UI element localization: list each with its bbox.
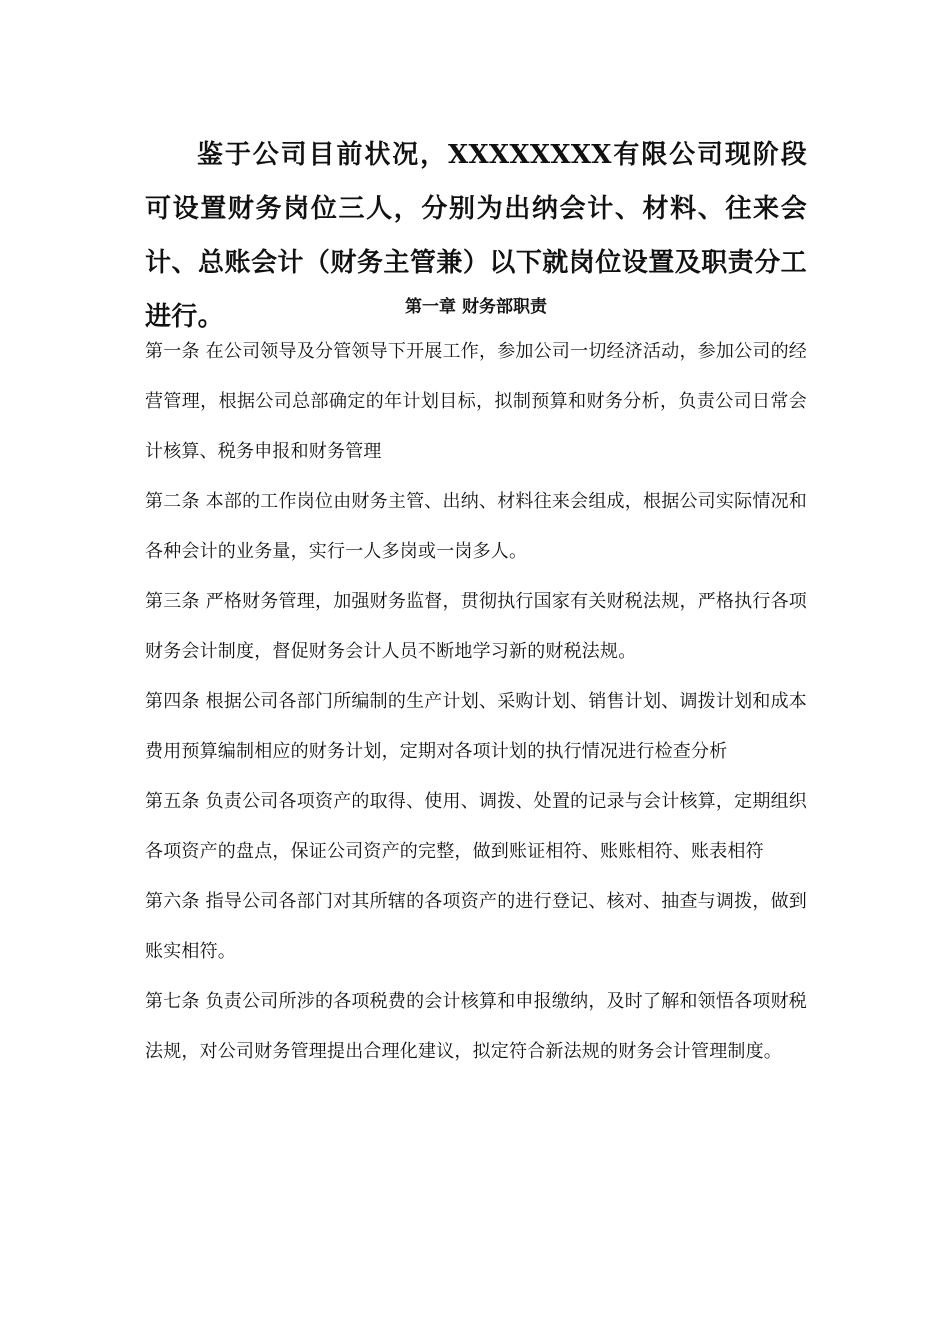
- article-6: 第六条 指导公司各部门对其所辖的各项资产的进行登记、核对、抽查与调拨，做到账实相符。: [145, 891, 807, 962]
- article-5: 第五条 负责公司各项资产的取得、使用、调拨、处置的记录与会计核算，定期组织各项资产的盘点，保证公司资产的完整，做到账证相符、账账相符、账表相符: [145, 791, 807, 862]
- article-list: [145, 327, 807, 1077]
- article-4: 第四条 根据公司各部门所编制的生产计划、采购计划、销售计划、调拨计划和成本费用预算编制相应的财务计划，定期对各项计划的执行情况进行检查分析: [145, 691, 807, 762]
- chapter-title: 第一章 财务部职责: [405, 297, 547, 317]
- article-7: 第七条 负责公司所涉的各项税费的会计核算和申报缴纳，及时了解和领悟各项财税法规，对公司财务管理提出合理化建议，拟定符合新法规的财务会计管理制度。: [145, 991, 807, 1062]
- intro-paragraph: 鉴于公司目前状况，XXXXXXXX有限公司现阶段可设置财务岗位三人，分别为出纳会计、材料、往来会计、总账会计（财务主管兼）以下就岗位设置及职责分工进行。: [145, 140, 807, 332]
- article-2: 第二条 本部的工作岗位由财务主管、出纳、材料往来会组成，根据公司实际情况和各种会计的业务量，实行一人多岗或一岗多人。: [145, 491, 807, 562]
- article-3: 第三条 严格财务管理，加强财务监督，贯彻执行国家有关财税法规，严格执行各项财务会计制度，督促财务会计人员不断地学习新的财税法规。: [145, 591, 807, 662]
- article-1: 第一条 在公司领导及分管领导下开展工作，参加公司一切经济活动，参加公司的经营管理，根据公司总部确定的年计划目标，拟制预算和财务分析，负责公司日常会计核算、税务申报和财务管理: [145, 341, 807, 462]
